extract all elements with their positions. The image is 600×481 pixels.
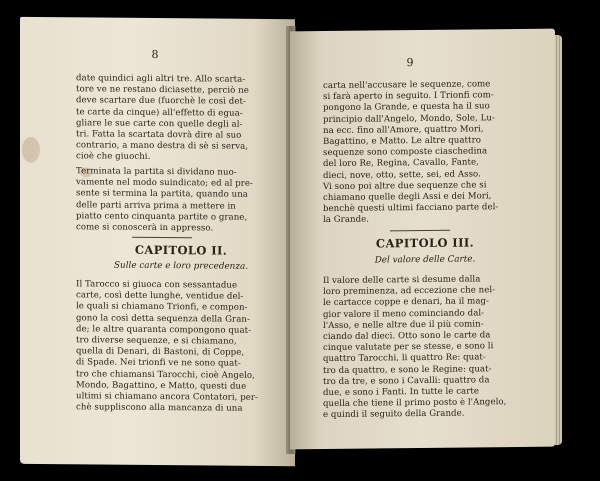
divider [390, 230, 450, 232]
text-line: carta nell'accusare le sequenze, come [323, 79, 491, 92]
text-line: quella che tiene il primo posto è l'Angelo, [323, 397, 507, 410]
chapter-subheading: Sulle carte e loro precedenza. [114, 260, 248, 272]
text-line: contrario, a mano destra di sè si serva, [76, 140, 249, 152]
text-line: tro diverse sequenze, e si chiamano, [76, 335, 237, 347]
text-line: chè suppliscono alla mancanza di una [76, 402, 243, 414]
text-line: Vi sono poi altre due sequenze che si [323, 180, 487, 192]
text-line: ciando dal dieci. Otto sono le carte da [323, 330, 491, 342]
text-line: cinque valutate per se stesse, e sono li [323, 341, 494, 354]
left-paragraph-1 [76, 73, 288, 164]
text-line: e quindi il seguito della Grande. [323, 408, 465, 421]
text-line: Il Tarocco si giuoca con sessantadue [76, 279, 238, 291]
right-paragraph-2 [323, 274, 533, 422]
text-line: vamente nel modo suindicato; ed al pre- [76, 177, 253, 190]
text-line: Il valore delle carte si desume dalla [323, 274, 481, 287]
text-line: quattro Tarocchi, li quattro Re: quat- [323, 352, 486, 365]
text-line: tore ve ne restano diciasette, perciò ne [76, 84, 249, 96]
text-line: date quindici agli altri tre. Allo scarta- [76, 73, 246, 85]
text-line: cioè che giuochi. [76, 151, 151, 163]
text-line: l'Asso, e nelle altre due il più comin- [323, 319, 484, 331]
left-page-number: 8 [151, 47, 159, 62]
text-line: la Grande. [323, 214, 370, 226]
text-line: le cartacce coppe e denari, ha il mag- [323, 296, 490, 309]
text-line: due, e sono i Fanti. In tutte le carte [323, 386, 480, 398]
text-line: na ecc. fino all'Amore, quattro Mori, [323, 124, 484, 136]
text-line: gliare le sue carte con quelle degli al- [76, 118, 243, 130]
chapter-heading: CAPITOLO II. [134, 242, 228, 258]
text-line: principio dall'Angelo, Mondo, Sole, Lu- [323, 112, 495, 125]
right-paragraph-1 [323, 79, 533, 227]
text-line: piatto cento cinquanta partite o grane, [76, 211, 248, 223]
text-line: le quali si chiamano Trionfi, e compon- [76, 301, 248, 314]
text-line: sequenze sono composte ciaschedina [323, 146, 488, 159]
text-line: come si conoscerà in appresso. [76, 222, 214, 234]
text-line: tro da quattro, e sono le Regine: quat- [323, 363, 492, 376]
left-paragraph-2 [76, 166, 288, 235]
text-line: Bagattino, e Matto. Le altre quattro [323, 135, 481, 147]
text-line: si farà aperto in seguito. I Trionfi com- [323, 90, 494, 103]
chapter-subheading: Del valore delle Carte. [374, 254, 476, 266]
text-line: sente si termina la partita, quando una [76, 188, 248, 201]
text-line: tro da tre, e sono i Cavalli: quattro da [323, 374, 490, 387]
left-page [20, 17, 295, 466]
text-line: tri. Fatta la scartata dovrà dire al suo [76, 129, 242, 141]
text-line: di Spade. Nei trionfi ve ne sono quat- [76, 357, 241, 370]
text-line: loro preminenza, ad eccezione che nel- [323, 285, 496, 298]
text-line: quella di Denari, di Bastoni, di Coppe, [76, 346, 245, 358]
text-line: benchè questi ultimi facciano parte del- [323, 202, 499, 215]
text-line: dieci, nove, otto, sette, sei, ed Asso. [323, 168, 481, 181]
right-page-number: 9 [406, 56, 414, 70]
right-page [290, 29, 555, 450]
text-line: Mondo, Bagattino, e Matto, questi due [76, 379, 247, 392]
text-line: carte, così dette lunghe, ventidue del- [76, 290, 244, 302]
chapter-heading: CAPITOLO III. [375, 235, 475, 251]
text-line: tro che chiamansi Tarocchi, cioè Angelo, [76, 368, 255, 381]
text-line: ultimi si chiamano ancora Contatori, per- [76, 391, 259, 403]
text-line: chiamano quelle degli Assi e dei Mori, [323, 191, 492, 203]
text-line: gior valore il meno cominciando dal- [323, 307, 485, 320]
text-line: delle parti arriva prima a mettere in [76, 199, 236, 212]
text-line: Terminata la partita si dividano nuo- [76, 166, 237, 178]
left-paragraph-3 [76, 279, 288, 415]
text-line: te carte da cinque) all'effetto di egua- [76, 106, 243, 119]
text-line: pongono la Grande, e questa ha il suo [323, 101, 490, 114]
text-line: del loro Re, Regina, Cavallo, Fante, [323, 157, 479, 170]
text-line: deve scartare due (fuorchè le così det- [76, 95, 246, 108]
divider [132, 237, 192, 239]
stain [22, 137, 40, 163]
text-line: de; le altre quaranta compongono quat- [76, 324, 252, 336]
text-line: gono la così detta sequenza della Gran- [76, 312, 250, 325]
